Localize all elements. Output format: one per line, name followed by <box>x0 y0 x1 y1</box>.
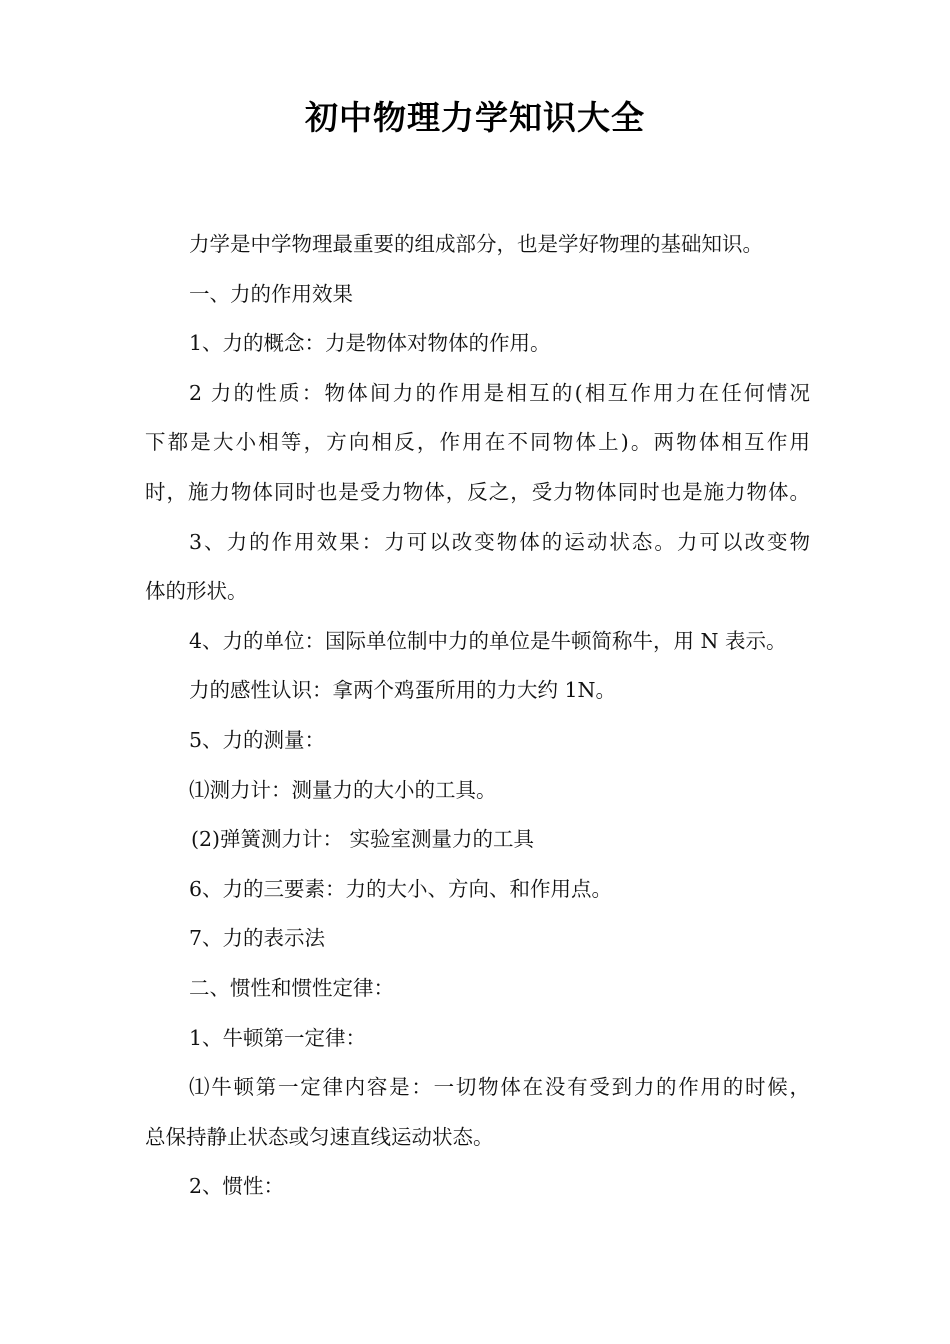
paragraph-line: 6、力的三要素：力的大小、方向、和作用点。 <box>189 876 613 901</box>
document-body <box>145 220 810 1212</box>
paragraph-line: 总保持静止状态或匀速直线运动状态。 <box>145 1124 494 1149</box>
paragraph-line: 4、力的单位：国际单位制中力的单位是牛顿简称牛，用 N 表示。 <box>189 628 787 653</box>
paragraph-line: 2、惯性： <box>189 1174 285 1199</box>
document-title: 初中物理力学知识大全 <box>305 98 645 137</box>
paragraph-line: 7、力的表示法 <box>189 926 326 951</box>
paragraph-line: 1、牛顿第一定律： <box>189 1025 367 1050</box>
paragraph-line: 下都是大小相等，方向相反，作用在不同物体上)。两物体相互作用 <box>145 430 810 455</box>
paragraph-line: 5、力的测量： <box>189 727 326 752</box>
paragraph-line: 时，施力物体同时也是受力物体，反之，受力物体同时也是施力物体。 <box>145 479 810 504</box>
paragraph-line: ⑴牛顿第一定律内容是：一切物体在没有受到力的作用的时候， <box>189 1075 810 1100</box>
paragraph-line: 体的形状。 <box>145 579 248 604</box>
paragraph-line: ⑴测力计：测量力的大小的工具。 <box>189 777 497 802</box>
paragraph-line: 力的感性认识：拿两个鸡蛋所用的力大约 1N。 <box>189 678 616 703</box>
paragraph-line: 3、力的作用效果：力可以改变物体的运动状态。力可以改变物 <box>189 529 810 554</box>
paragraph-line: 2 力的性质：物体间力的作用是相互的(相互作用力在任何情况 <box>189 380 810 405</box>
paragraph-line: 力学是中学物理最重要的组成部分，也是学好物理的基础知识。 <box>189 232 763 256</box>
section-heading: 二、惯性和惯性定律： <box>189 975 394 1000</box>
section-heading: 一、力的作用效果 <box>189 281 353 306</box>
paragraph-line: 1、力的概念：力是物体对物体的作用。 <box>189 331 551 356</box>
paragraph-line: (2)弹簧测力计： 实验室测量力的工具 <box>191 827 535 852</box>
